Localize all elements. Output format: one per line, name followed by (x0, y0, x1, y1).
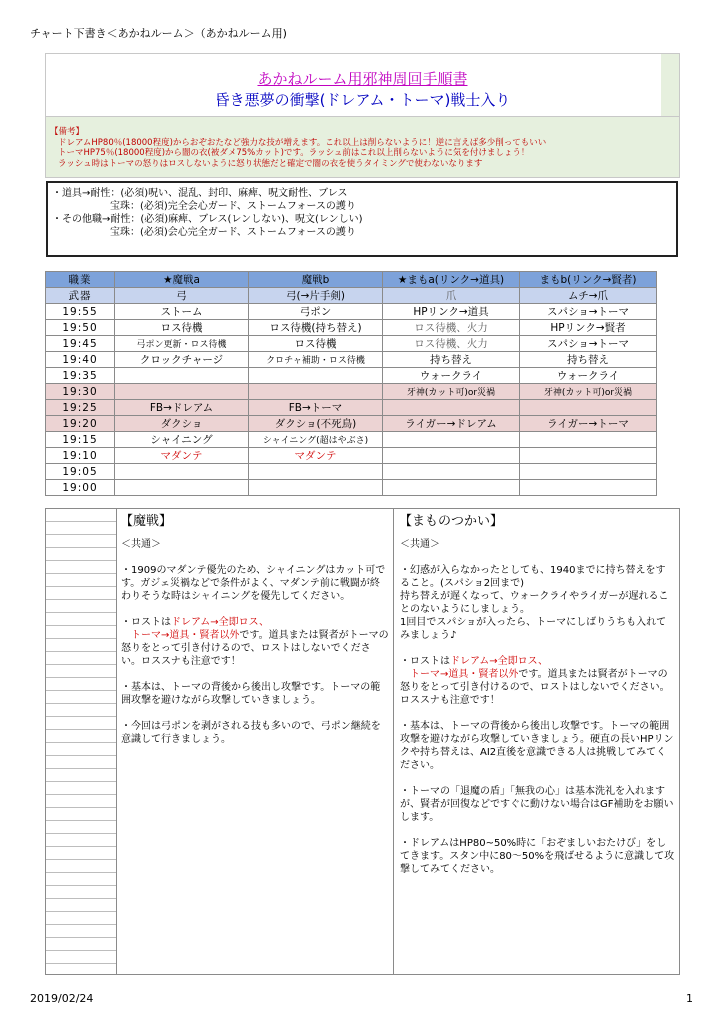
action-cell: 牙神(カット可)or災禍 (520, 384, 657, 400)
time-cell: 19:25 (46, 400, 115, 416)
weapon-cell: 弓(→片手剣) (249, 288, 383, 304)
equip-line: 宝珠：(必須)完全会心ガード、ストームフォースの護り (110, 201, 356, 212)
time-cell: 19:05 (46, 464, 115, 480)
title-box (45, 53, 680, 117)
action-cell: ウォークライ (520, 368, 657, 384)
table-row (46, 336, 657, 352)
action-cell (383, 400, 520, 416)
action-cell: スパショ→トーマ (520, 304, 657, 320)
schedule-table (45, 271, 657, 496)
equip-line: 宝珠：(必須)会心完全ガード、ストームフォースの護り (110, 227, 356, 238)
panel-paragraph: ・幻惑が入らなかったとしても、1940までに持ち替えをすること。(スパショ2回まで) (400, 565, 666, 589)
panel-paragraph: ・基本は、トーマの背後から後出し攻撃です。トーマの範囲攻撃を避けながら攻撃していきましょう。 (121, 682, 381, 706)
table-row (46, 368, 657, 384)
notes-line: トーマHP75％(18000程度)から闇の衣(被ダメ75%カット)です。ラッシュ前はこれ以上削らないように気を付けましょう！ (58, 148, 530, 158)
panel-paragraph: ・ロストはドレアム→全即ロス、 トーマ→道具・賢者以外です。道具または賢者がトーマの怒りをとって引き付けるので、ロストはしないでください。ロススナも注意です！ (121, 617, 389, 667)
action-cell: 弓ポン (249, 304, 383, 320)
panel-subheading: ＜共通＞ (121, 539, 161, 550)
time-cell: 19:10 (46, 448, 115, 464)
job-cell: 魔戦b (249, 272, 383, 288)
table-row (46, 304, 657, 320)
action-cell: ダクショ(不死鳥) (249, 416, 383, 432)
action-cell (249, 464, 383, 480)
table-row (46, 432, 657, 448)
panel-paragraph: ・基本は、トーマの背後から後出し攻撃です。トーマの範囲攻撃を避けながら攻撃していきましょう。硬直の長いHPリンクや持ち替えは、AI2直後を意識できる人は挑戦してみてください。 (400, 721, 674, 771)
action-cell (520, 448, 657, 464)
panel-maken (117, 509, 394, 974)
action-cell: ライガー→トーマ (520, 416, 657, 432)
table-row (46, 320, 657, 336)
table-row (46, 448, 657, 464)
panel-heading: 【まものつかい】 (399, 514, 504, 529)
action-cell: ライガー→ドレアム (383, 416, 520, 432)
action-cell (383, 448, 520, 464)
time-cell: 19:50 (46, 320, 115, 336)
panel-mamono (396, 509, 679, 974)
action-cell: シャイニング (115, 432, 249, 448)
action-cell (383, 480, 520, 496)
notes-heading: 【備考】 (50, 127, 85, 137)
action-cell: ロス待機 (115, 320, 249, 336)
title-main: あかねルーム用邪神周回手順書 (257, 70, 468, 88)
weapon-cell: ムチ→爪 (520, 288, 657, 304)
action-cell (115, 480, 249, 496)
table-row (46, 464, 657, 480)
table-row (46, 480, 657, 496)
action-cell (520, 464, 657, 480)
time-cell: 19:35 (46, 368, 115, 384)
time-cell: 19:40 (46, 352, 115, 368)
job-label: 職業 (46, 272, 115, 288)
panel-paragraph: ・今回は弓ポンを剥がされる技も多いので、弓ポン継続を意識して行きましょう。 (121, 721, 381, 745)
equip-line: ・道具→耐性：(必須)呪い、混乱、封印、麻痺、呪文耐性、ブレス (52, 188, 348, 199)
action-cell: ロス待機(持ち替え) (249, 320, 383, 336)
action-cell: クロックチャージ (115, 352, 249, 368)
weapon-cell: 爪 (383, 288, 520, 304)
time-cell: 19:45 (46, 336, 115, 352)
action-cell: シャイニング(超はやぶさ) (249, 432, 383, 448)
panel-heading: 【魔戦】 (120, 514, 173, 529)
panel-paragraph: ・トーマの「退魔の盾」「無我の心」は基本洗礼を入れますが、賢者が回復などですぐに動けない場合はGF補助をお願いします。 (400, 786, 674, 823)
action-cell (520, 432, 657, 448)
action-cell: FB→トーマ (249, 400, 383, 416)
time-cell: 19:15 (46, 432, 115, 448)
action-cell: FB→ドレアム (115, 400, 249, 416)
panel-paragraph: 1回目でスパショが入ったら、トーマにしばりうちも入れてみましょう♪ (400, 617, 667, 641)
panel-paragraph: ・ロストはドレアム→全即ロス、 トーマ→道具・賢者以外です。道具または賢者がトーマの怒りをとって引き付けるので、ロストはしないでください。ロススナも注意です！ (400, 656, 670, 706)
weapon-row (46, 288, 657, 304)
action-cell (383, 464, 520, 480)
time-cell: 19:55 (46, 304, 115, 320)
action-cell (249, 368, 383, 384)
table-row (46, 384, 657, 400)
footer-date: 2019/02/24 (30, 992, 94, 1005)
job-cell: ★まもa(リンク→道具) (383, 272, 520, 288)
action-cell: HPリンク→賢者 (520, 320, 657, 336)
action-cell (115, 384, 249, 400)
action-cell (520, 400, 657, 416)
time-cell: 19:00 (46, 480, 115, 496)
page-header: チャート下書き＜あかねルーム＞（あかねルーム用) (30, 27, 287, 40)
panel-paragraph: 持ち替えが遅くなって、ウォークライやライガーが遅れることのないようにしましょう。 (400, 591, 669, 615)
weapon-label: 武器 (46, 288, 115, 304)
action-cell: 牙神(カット可)or災禍 (383, 384, 520, 400)
time-cell: 19:20 (46, 416, 115, 432)
action-cell: ストーム (115, 304, 249, 320)
action-cell (115, 464, 249, 480)
time-cell: 19:30 (46, 384, 115, 400)
action-cell (383, 432, 520, 448)
action-cell: クロチャ補助・ロス待機 (249, 352, 383, 368)
action-cell: ロス待機、火力 (383, 336, 520, 352)
notes-panels (45, 508, 680, 975)
action-cell: HPリンク→道具 (383, 304, 520, 320)
action-cell (115, 368, 249, 384)
table-row (46, 352, 657, 368)
action-cell: ウォークライ (383, 368, 520, 384)
action-cell (249, 384, 383, 400)
equip-line: ・その他職→耐性：(必須)麻痺、ブレス(レンしない)、呪文(レンしい) (52, 214, 363, 225)
job-cell: まもb(リンク→賢者) (520, 272, 657, 288)
panel-paragraph: ・1909のマダンテ優先のため、シャイニングはカット可です。ガジェ災禍などで条件がよく、マダンテ前に戦闘が終わりそうな時はシャイニングを優先してください。 (121, 565, 386, 602)
title-sub: 昏き悪夢の衝撃(ドレアム・トーマ)戦士入り (214, 91, 511, 109)
action-cell (249, 480, 383, 496)
grid-column (46, 509, 117, 974)
panel-paragraph: ・ドレアムはHP80~50%時に「おぞましいおたけび」をしてきます。スタン中に80～50%を飛ばせるように意識して攻撃してみてください。 (400, 838, 675, 875)
panel-subheading: ＜共通＞ (400, 539, 440, 550)
equipment-box (46, 181, 678, 257)
action-cell: 持ち替え (520, 352, 657, 368)
notes-line: ラッシュ時はトーマの怒りはロスしないように怒り状態だと確定で闇の衣を使うタイミングで使わないなります (58, 158, 483, 169)
action-cell: マダンテ (115, 448, 249, 464)
action-cell: スパショ→トーマ (520, 336, 657, 352)
table-row (46, 400, 657, 416)
job-cell: ★魔戦a (115, 272, 249, 288)
action-cell: マダンテ (249, 448, 383, 464)
action-cell: ダクショ (115, 416, 249, 432)
table-row (46, 416, 657, 432)
notes-box (45, 116, 680, 178)
action-cell (520, 480, 657, 496)
action-cell: 持ち替え (383, 352, 520, 368)
action-cell: ロス待機 (249, 336, 383, 352)
notes-line: ドレアムHP80％(18000程度)からおぞおたなど強力な技が増えます。これ以上は削らないように！逆に言えば多少削ってもいい (58, 137, 547, 148)
action-cell: 弓ポン更新・ロス待機 (115, 336, 249, 352)
page-number: 1 (686, 992, 693, 1005)
action-cell: ロス待機、火力 (383, 320, 520, 336)
weapon-cell: 弓 (115, 288, 249, 304)
job-row (46, 272, 657, 288)
